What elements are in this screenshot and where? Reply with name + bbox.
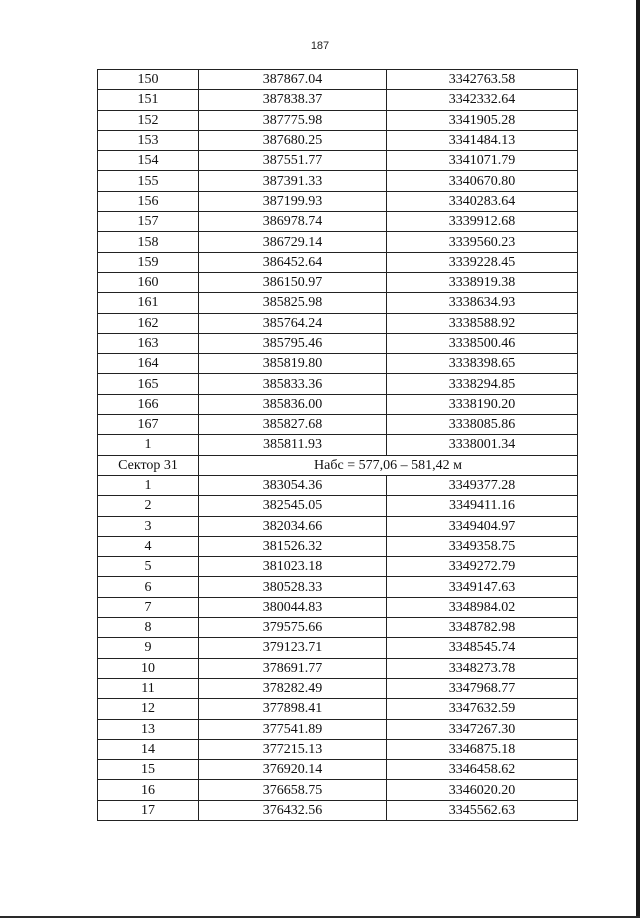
- x-coordinate-cell: 385795.46: [199, 333, 387, 353]
- y-coordinate-cell: 3349272.79: [387, 557, 578, 577]
- x-coordinate-cell: 386150.97: [199, 272, 387, 292]
- x-coordinate-cell: 387391.33: [199, 171, 387, 191]
- x-coordinate-cell: 385825.98: [199, 293, 387, 313]
- table-row: [98, 313, 578, 333]
- y-coordinate-cell: 3349147.63: [387, 577, 578, 597]
- y-coordinate-cell: 3338001.34: [387, 435, 578, 455]
- x-coordinate-cell: 385811.93: [199, 435, 387, 455]
- table-row: [98, 760, 578, 780]
- y-coordinate-cell: 3339912.68: [387, 212, 578, 232]
- sector-label: Сектор 31: [98, 455, 199, 475]
- point-number-cell: 1: [98, 435, 199, 455]
- point-number-cell: 13: [98, 719, 199, 739]
- table-row: [98, 577, 578, 597]
- table-row: [98, 415, 578, 435]
- x-coordinate-cell: 377541.89: [199, 719, 387, 739]
- x-coordinate-cell: 385833.36: [199, 374, 387, 394]
- x-coordinate-cell: 386729.14: [199, 232, 387, 252]
- y-coordinate-cell: 3338190.20: [387, 394, 578, 414]
- y-coordinate-cell: 3338085.86: [387, 415, 578, 435]
- table-row: [98, 699, 578, 719]
- point-number-cell: 164: [98, 354, 199, 374]
- y-coordinate-cell: 3340670.80: [387, 171, 578, 191]
- point-number-cell: 3: [98, 516, 199, 536]
- table-row: [98, 333, 578, 353]
- x-coordinate-cell: 382034.66: [199, 516, 387, 536]
- x-coordinate-cell: 376432.56: [199, 800, 387, 820]
- point-number-cell: 155: [98, 171, 199, 191]
- table-row: [98, 516, 578, 536]
- point-number-cell: 15: [98, 760, 199, 780]
- y-coordinate-cell: 3345562.63: [387, 800, 578, 820]
- y-coordinate-cell: 3349358.75: [387, 536, 578, 556]
- point-number-cell: 154: [98, 151, 199, 171]
- table-row: [98, 191, 578, 211]
- point-number-cell: 161: [98, 293, 199, 313]
- y-coordinate-cell: 3341071.79: [387, 151, 578, 171]
- point-number-cell: 9: [98, 638, 199, 658]
- x-coordinate-cell: 387838.37: [199, 90, 387, 110]
- y-coordinate-cell: 3341484.13: [387, 130, 578, 150]
- y-coordinate-cell: 3338294.85: [387, 374, 578, 394]
- table-row: [98, 496, 578, 516]
- y-coordinate-cell: 3338634.93: [387, 293, 578, 313]
- point-number-cell: 12: [98, 699, 199, 719]
- x-coordinate-cell: 385827.68: [199, 415, 387, 435]
- x-coordinate-cell: 387775.98: [199, 110, 387, 130]
- table-row: [98, 475, 578, 495]
- y-coordinate-cell: 3342332.64: [387, 90, 578, 110]
- point-number-cell: 152: [98, 110, 199, 130]
- table-row: [98, 374, 578, 394]
- coordinates-table-body: [98, 70, 578, 821]
- x-coordinate-cell: 377898.41: [199, 699, 387, 719]
- point-number-cell: 17: [98, 800, 199, 820]
- y-coordinate-cell: 3346020.20: [387, 780, 578, 800]
- point-number-cell: 163: [98, 333, 199, 353]
- y-coordinate-cell: 3347632.59: [387, 699, 578, 719]
- x-coordinate-cell: 381526.32: [199, 536, 387, 556]
- table-row: [98, 435, 578, 455]
- x-coordinate-cell: 379575.66: [199, 618, 387, 638]
- point-number-cell: 165: [98, 374, 199, 394]
- table-row: [98, 232, 578, 252]
- x-coordinate-cell: 380528.33: [199, 577, 387, 597]
- x-coordinate-cell: 376658.75: [199, 780, 387, 800]
- point-number-cell: 11: [98, 678, 199, 698]
- x-coordinate-cell: 378691.77: [199, 658, 387, 678]
- table-row: [98, 597, 578, 617]
- y-coordinate-cell: 3349404.97: [387, 516, 578, 536]
- table-row: [98, 90, 578, 110]
- point-number-cell: 8: [98, 618, 199, 638]
- y-coordinate-cell: 3338398.65: [387, 354, 578, 374]
- point-number-cell: 157: [98, 212, 199, 232]
- y-coordinate-cell: 3338919.38: [387, 272, 578, 292]
- y-coordinate-cell: 3346458.62: [387, 760, 578, 780]
- y-coordinate-cell: 3348273.78: [387, 658, 578, 678]
- point-number-cell: 14: [98, 739, 199, 759]
- x-coordinate-cell: 382545.05: [199, 496, 387, 516]
- table-row: [98, 171, 578, 191]
- y-coordinate-cell: 3347968.77: [387, 678, 578, 698]
- x-coordinate-cell: 377215.13: [199, 739, 387, 759]
- x-coordinate-cell: 385764.24: [199, 313, 387, 333]
- sector-height-range: Набс = 577,06 – 581,42 м: [199, 455, 578, 475]
- coordinates-table: [97, 69, 578, 821]
- x-coordinate-cell: 386978.74: [199, 212, 387, 232]
- y-coordinate-cell: 3341905.28: [387, 110, 578, 130]
- y-coordinate-cell: 3348782.98: [387, 618, 578, 638]
- x-coordinate-cell: 380044.83: [199, 597, 387, 617]
- table-row: [98, 70, 578, 90]
- point-number-cell: 156: [98, 191, 199, 211]
- point-number-cell: 7: [98, 597, 199, 617]
- point-number-cell: 4: [98, 536, 199, 556]
- table-row: [98, 739, 578, 759]
- x-coordinate-cell: 385819.80: [199, 354, 387, 374]
- x-coordinate-cell: 387680.25: [199, 130, 387, 150]
- y-coordinate-cell: 3346875.18: [387, 739, 578, 759]
- point-number-cell: 1: [98, 475, 199, 495]
- point-number-cell: 158: [98, 232, 199, 252]
- table-row: [98, 272, 578, 292]
- point-number-cell: 166: [98, 394, 199, 414]
- scan-border-right: [636, 0, 640, 918]
- table-row: [98, 618, 578, 638]
- point-number-cell: 159: [98, 252, 199, 272]
- y-coordinate-cell: 3347267.30: [387, 719, 578, 739]
- table-row: [98, 557, 578, 577]
- x-coordinate-cell: 383054.36: [199, 475, 387, 495]
- point-number-cell: 2: [98, 496, 199, 516]
- table-row: [98, 780, 578, 800]
- y-coordinate-cell: 3339560.23: [387, 232, 578, 252]
- point-number-cell: 10: [98, 658, 199, 678]
- x-coordinate-cell: 387867.04: [199, 70, 387, 90]
- x-coordinate-cell: 376920.14: [199, 760, 387, 780]
- y-coordinate-cell: 3348984.02: [387, 597, 578, 617]
- table-row: [98, 536, 578, 556]
- point-number-cell: 160: [98, 272, 199, 292]
- sector-header-row: [98, 455, 578, 475]
- point-number-cell: 150: [98, 70, 199, 90]
- x-coordinate-cell: 387199.93: [199, 191, 387, 211]
- table-row: [98, 130, 578, 150]
- y-coordinate-cell: 3338588.92: [387, 313, 578, 333]
- y-coordinate-cell: 3340283.64: [387, 191, 578, 211]
- table-row: [98, 151, 578, 171]
- x-coordinate-cell: 387551.77: [199, 151, 387, 171]
- x-coordinate-cell: 379123.71: [199, 638, 387, 658]
- x-coordinate-cell: 381023.18: [199, 557, 387, 577]
- x-coordinate-cell: 385836.00: [199, 394, 387, 414]
- point-number-cell: 151: [98, 90, 199, 110]
- table-row: [98, 110, 578, 130]
- x-coordinate-cell: 386452.64: [199, 252, 387, 272]
- y-coordinate-cell: 3349377.28: [387, 475, 578, 495]
- table-row: [98, 658, 578, 678]
- y-coordinate-cell: 3348545.74: [387, 638, 578, 658]
- y-coordinate-cell: 3349411.16: [387, 496, 578, 516]
- table-row: [98, 252, 578, 272]
- point-number-cell: 162: [98, 313, 199, 333]
- table-row: [98, 394, 578, 414]
- table-row: [98, 800, 578, 820]
- x-coordinate-cell: 378282.49: [199, 678, 387, 698]
- point-number-cell: 153: [98, 130, 199, 150]
- table-row: [98, 354, 578, 374]
- point-number-cell: 6: [98, 577, 199, 597]
- page-number: 187: [310, 40, 330, 52]
- y-coordinate-cell: 3342763.58: [387, 70, 578, 90]
- y-coordinate-cell: 3338500.46: [387, 333, 578, 353]
- point-number-cell: 16: [98, 780, 199, 800]
- table-row: [98, 638, 578, 658]
- y-coordinate-cell: 3339228.45: [387, 252, 578, 272]
- table-row: [98, 212, 578, 232]
- table-row: [98, 719, 578, 739]
- table-row: [98, 293, 578, 313]
- point-number-cell: 167: [98, 415, 199, 435]
- table-row: [98, 678, 578, 698]
- point-number-cell: 5: [98, 557, 199, 577]
